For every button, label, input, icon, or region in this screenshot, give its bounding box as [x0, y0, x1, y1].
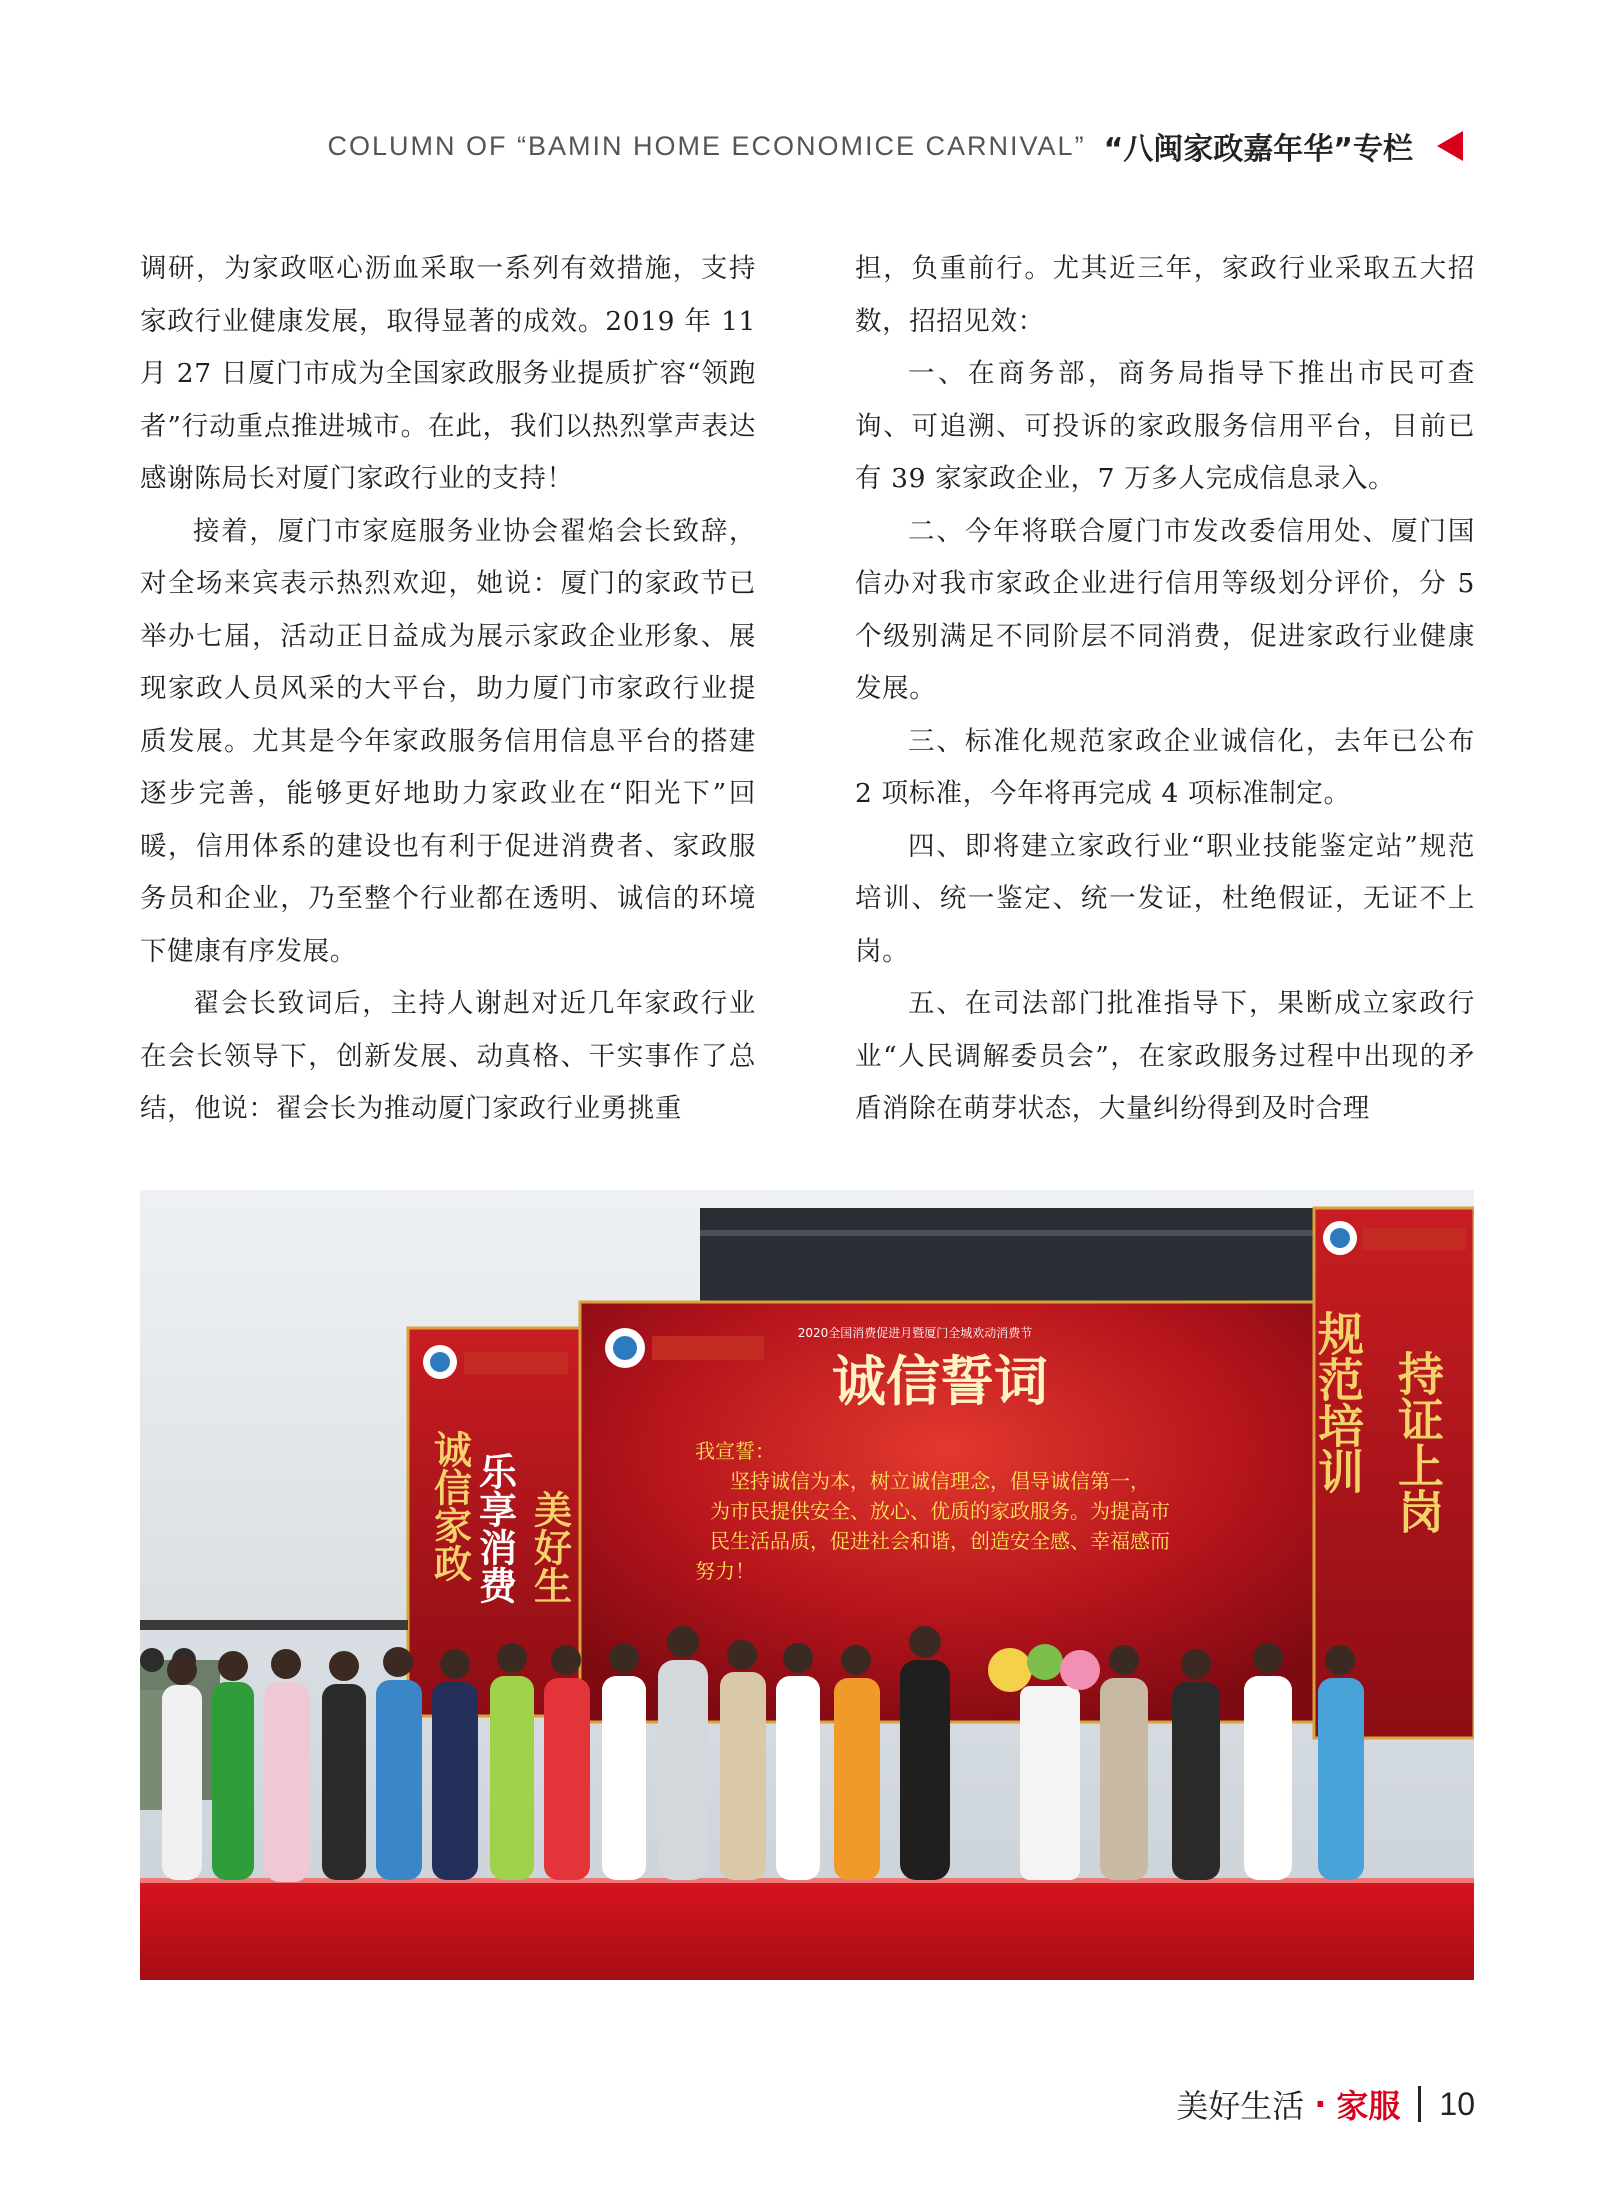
article-right-column — [855, 243, 1475, 1136]
section-name: 家服 — [1336, 2087, 1401, 2125]
red-triangle-icon — [1437, 131, 1463, 161]
event-photo-illustration — [140, 1190, 1474, 1980]
divider — [1418, 2086, 1421, 2122]
left-slogan-col2: 乐享消费 — [472, 1452, 518, 1604]
pledge-line: 坚持诚信为本，树立诚信理念，倡导诚信第一， — [730, 1469, 1150, 1493]
paragraph: 翟会长致词后，主持人谢赳对近几年家政行业在会长领导下，创新发展、动真格、干实事作了总结，他说：翟会长为推动厦门家政行业勇挑重 — [140, 988, 756, 1124]
magazine-name: 美好生活 — [1176, 2087, 1305, 2125]
pledge-title: 诚信誓词 — [832, 1349, 1048, 1413]
pledge-line: 努力！ — [695, 1559, 755, 1583]
pledge-line: 我宣誓： — [695, 1439, 775, 1463]
left-slogan-col1: 诚信家政 — [427, 1430, 473, 1582]
pledge-line: 民生活品质，促进社会和谐，创造安全感、幸福感而 — [710, 1529, 1170, 1553]
right-slogan-col2: 持证上岗 — [1391, 1350, 1445, 1534]
paragraph: 四、即将建立家政行业“职业技能鉴定站”规范培训、统一鉴定、统一发证，杜绝假证，无证不上岗。 — [855, 830, 1475, 967]
column-title-chinese: “八闽家政嘉年华”专栏 — [1103, 132, 1413, 167]
paragraph: 调研，为家政呕心沥血采取一系列有效措施，支持家政行业健康发展，取得显著的成效。2019 年 11 月 27 日厦门市成为全国家政服务业提质扩容“领跑者”行动重点推进城市。在此，我们以热烈掌声表达感谢陈局长对厦门家政行业的支持！ — [140, 253, 756, 494]
page-number: 10 — [1439, 2085, 1475, 2122]
paragraph: 二、今年将联合厦门市发改委信用处、厦门国信办对我市家政企业进行信用等级划分评价，分 5 个级别满足不同阶层不同消费，促进家政行业健康发展。 — [855, 515, 1475, 704]
paragraph: 一、在商务部，商务局指导下推出市民可查询、可追溯、可投诉的家政服务信用平台，目前已有 39 家家政企业，7 万多人完成信息录入。 — [855, 358, 1475, 494]
page-footer — [1176, 2074, 1475, 2134]
column-title-english: COLUMN OF “BAMIN HOME ECONOMICE CARNIVAL” — [327, 130, 1086, 161]
article-left-column — [140, 243, 756, 1136]
column-header — [328, 122, 1463, 170]
paragraph: 五、在司法部门批准指导下，果断成立家政行业“人民调解委员会”，在家政服务过程中出现的矛盾消除在萌芽状态，大量纠纷得到及时合理 — [855, 988, 1475, 1124]
right-slogan-col1: 规范培训 — [1311, 1310, 1365, 1494]
paragraph: 接着，厦门市家庭服务业协会翟焰会长致辞，对全场来宾表示热烈欢迎，她说：厦门的家政节已举办七届，活动正日益成为展示家政企业形象、展现家政人员风采的大平台，助力厦门市家政行业提质发展。尤其是今年家政服务信用信息平台的搭建逐步完善，能够更好地助力家政业在“阳光下”回暖，信用体系的建设也有利于促进消费者、家政服务员和企业，乃至整个行业都在透明、诚信的环境下健康有序发展。 — [140, 515, 756, 967]
paragraph: 三、标准化规范家政企业诚信化，去年已公布 2 项标准，今年将再完成 4 项标准制定。 — [855, 725, 1475, 809]
separator-dot: · — [1314, 2085, 1327, 2123]
event-photo — [140, 1190, 1474, 1980]
left-slogan-col3: 美好生 — [527, 1490, 573, 1604]
event-line: 2020全国消费促进月暨厦门全城欢动消费节 — [797, 1326, 1033, 1340]
pledge-line: 为市民提供安全、放心、优质的家政服务。为提高市 — [710, 1499, 1170, 1523]
paragraph: 担，负重前行。尤其近三年，家政行业采取五大招数，招招见效： — [855, 253, 1475, 337]
